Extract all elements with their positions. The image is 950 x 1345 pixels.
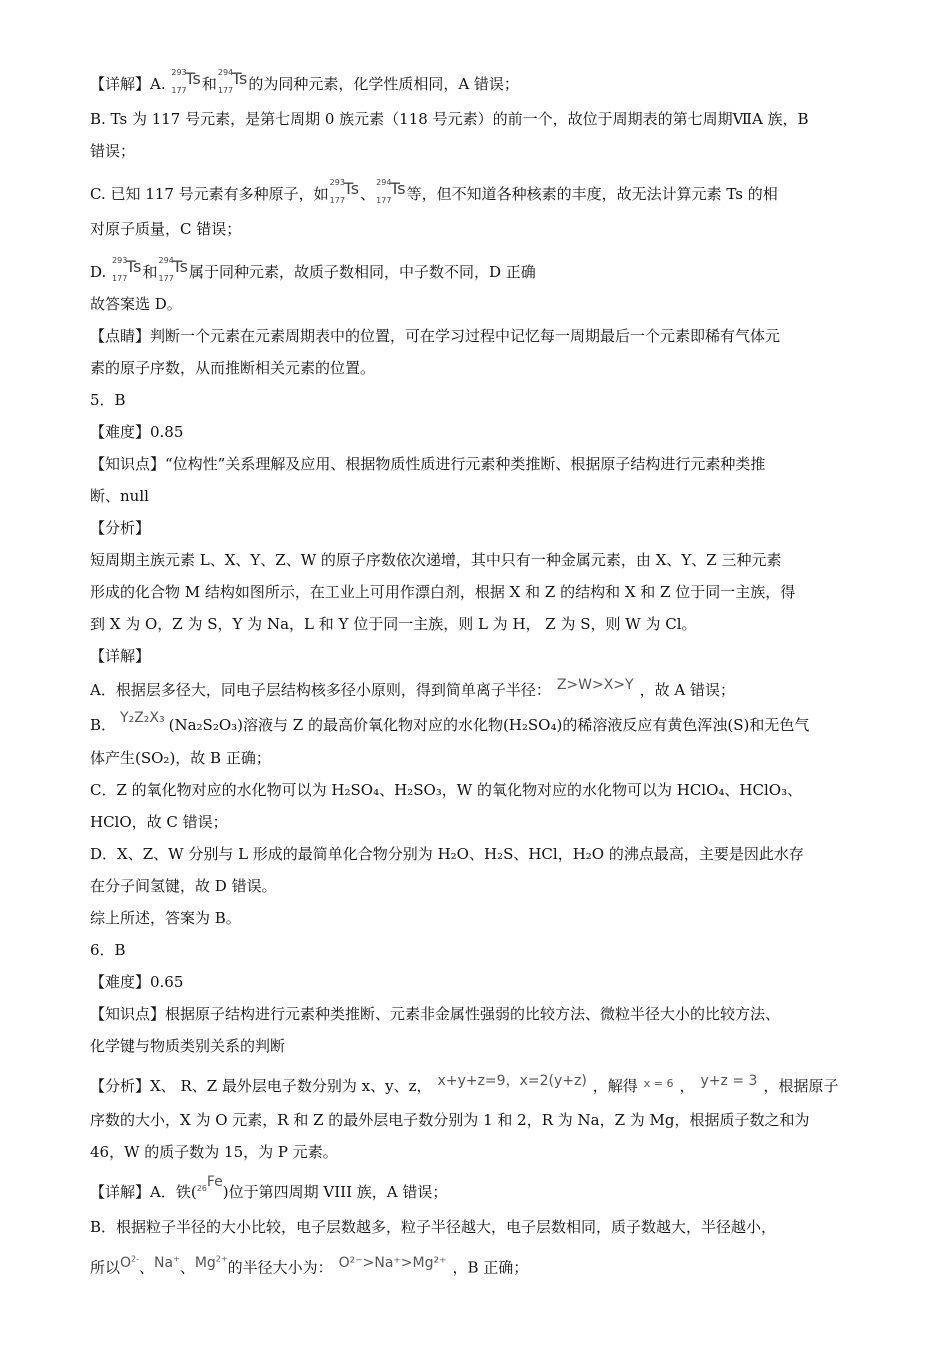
isotope-ts-294: 294 177 Ts [158, 256, 188, 283]
text: C. 已知 117 号元素有多种原子，如 [90, 185, 329, 203]
summary-line: 综上所述，答案为 B。 [90, 909, 241, 927]
text: )位于第四周期 VIII 族，A 错误； [222, 1183, 448, 1201]
text: ， [679, 1077, 695, 1095]
text: ，B 正确； [452, 1258, 529, 1277]
knowledge-points: 化学键与物质类别关系的判断 [90, 1037, 286, 1055]
detail-heading: 【详解】 [90, 647, 151, 665]
isotope-ts-293: 293 177 Ts [329, 178, 360, 205]
tip-line: 【点睛】判断一个元素在元素周期表中的位置，可在学习过程中记忆每一周期最后一个元素即稀有气体元 [90, 327, 781, 345]
tip-line: 素的原子序数，从而推断相关元素的位置。 [90, 359, 376, 377]
question-number: 5．B [90, 391, 126, 409]
document-page [90, 58, 865, 1280]
option-b-line [90, 710, 865, 737]
equation: x+y+z=9，x=2(y+z) [437, 1073, 587, 1089]
paragraph-line: 体产生(SO₂)，故 B 正确； [90, 749, 271, 767]
answer-line [90, 178, 865, 208]
paragraph-line: 在分子间氢键，故 D 错误。 [90, 877, 277, 895]
analysis-line [90, 1075, 865, 1099]
iron-symbol: 26Fe [196, 1174, 223, 1193]
text: (Na₂S₂O₃)溶液与 Z 的最高价氧化物对应的水化物(H₂SO₄)的稀溶液反应有黄色浑浊(S)和无色气 [168, 716, 810, 734]
magnesium-ion: $Mg^{2+}$ [194, 1254, 228, 1271]
paragraph-line: 错误； [90, 142, 136, 160]
text: ，故 A 错误； [639, 681, 735, 699]
text: 和 [142, 263, 158, 281]
detail-a-line [90, 1174, 865, 1206]
text: ，解得 [592, 1077, 638, 1095]
ion-radius-line [90, 1254, 865, 1280]
paragraph-line: B．根据粒子半径的大小比较，电子层数越多，粒子半径越大，电子层数相同，质子数越大，半径越小， [90, 1218, 777, 1236]
paragraph-line: B. Ts 为 117 号元素，是第七周期 0 族元素（118 号元素）的前一个，故位于周期表的第七周期ⅦA 族，B [90, 110, 809, 128]
text: 、 [360, 185, 376, 203]
knowledge-points: 断、null [90, 487, 149, 505]
text: 【详解】A．铁( [90, 1183, 197, 1201]
analysis-line: 形成的化合物 M 结构如图所示，在工业上可用作漂白剂，根据 X 和 Z 的结构和 X 和 Z 位于同一主族，得 [90, 583, 796, 601]
sodium-ion: Na+ [154, 1254, 180, 1271]
text: 属于同种元素，故质子数相同，中子数不同，D 正确 [188, 263, 536, 281]
text: 【分析】X、 R、Z 最外层电子数分别为 x、y、z， [90, 1077, 432, 1095]
analysis-line: 短周期主族元素 L、X、Y、Z、W 的原子序数依次递增，其中只有一种金属元素，由 X、Y、Z 三种元素 [90, 551, 782, 569]
option-a-line [90, 679, 865, 702]
text: 、 [179, 1258, 195, 1277]
equation: y+z = 3 [700, 1073, 758, 1089]
difficulty: 【难度】0.65 [90, 973, 184, 991]
text: D. [90, 263, 112, 281]
paragraph-line: HClO，故 C 错误； [90, 813, 228, 831]
knowledge-points: 【知识点】根据原子结构进行元素种类推断、元素非金属性强弱的比较方法、微粒半径大小的比较方法、 [90, 1005, 781, 1023]
isotope-ts-293: 293 177 Ts [171, 68, 201, 95]
isotope-ts-294: 294 177 Ts [217, 68, 248, 95]
isotope-ts-294: 294 177 Ts [376, 178, 406, 205]
isotope-ts-293: 293 177 Ts [112, 256, 142, 283]
option-c-line: C．Z 的氧化物对应的水化物可以为 H₂SO₄、H₂SO₃，W 的氧化物对应的水化物可以为 HClO₄、HClO₃、 [90, 781, 803, 799]
answer-line [90, 256, 865, 286]
analysis-line: 序数的大小，X 为 O 元素，R 和 Z 的最外层电子数分别为 1 和 2，R 为 Na，Z 为 Mg，根据质子数之和为 [90, 1111, 810, 1129]
text: 【详解】A. [90, 75, 171, 93]
text: 的为同种元素，化学性质相同，A 错误； [248, 75, 519, 93]
answer-line [90, 68, 865, 98]
oxide-ion: $O^{2-}$ [120, 1254, 140, 1271]
radius-order-equation: Z>W>X>Y [556, 677, 634, 693]
ion-radius-order: O²⁻>Na⁺>Mg²⁺ [338, 1254, 447, 1271]
text: 等，但不知道各种核素的丰度，故无法计算元素 Ts 的相 [406, 185, 778, 203]
analysis-heading: 【分析】 [90, 519, 151, 537]
text: 所以 [90, 1258, 121, 1277]
paragraph-line: 对原子质量，C 错误； [90, 220, 242, 238]
text: A．根据层多径大，同电子层结构核多径小原则，得到简单离子半径： [90, 681, 551, 699]
text: B． [90, 716, 117, 734]
equation: x = 6 [643, 1077, 674, 1090]
question-number: 6．B [90, 941, 126, 959]
compound-formula: Y₂Z₂X₃ [120, 710, 165, 726]
difficulty: 【难度】0.85 [90, 423, 184, 441]
option-d-line: D．X、Z、W 分别与 L 形成的最简单化合物分别为 H₂O、H₂S、HCl，H₂O 的沸点最高，主要是因此水存 [90, 845, 804, 863]
text: ，根据原子 [763, 1077, 839, 1095]
analysis-line: 到 X 为 O，Z 为 S，Y 为 Na，L 和 Y 位于同一主族，则 L 为 H， Z 为 S，则 W 为 Cl。 [90, 615, 697, 633]
text: 和 [201, 75, 217, 93]
text: 的半径大小为： [227, 1258, 333, 1277]
paragraph-line: 故答案选 D。 [90, 295, 182, 313]
knowledge-points: 【知识点】“位构性”关系理解及应用、根据物质性质进行元素种类推断、根据原子结构进行元素种类推 [90, 455, 766, 473]
text: 、 [139, 1258, 155, 1277]
analysis-line: 46，W 的质子数为 15，为 P 元素。 [90, 1143, 338, 1161]
